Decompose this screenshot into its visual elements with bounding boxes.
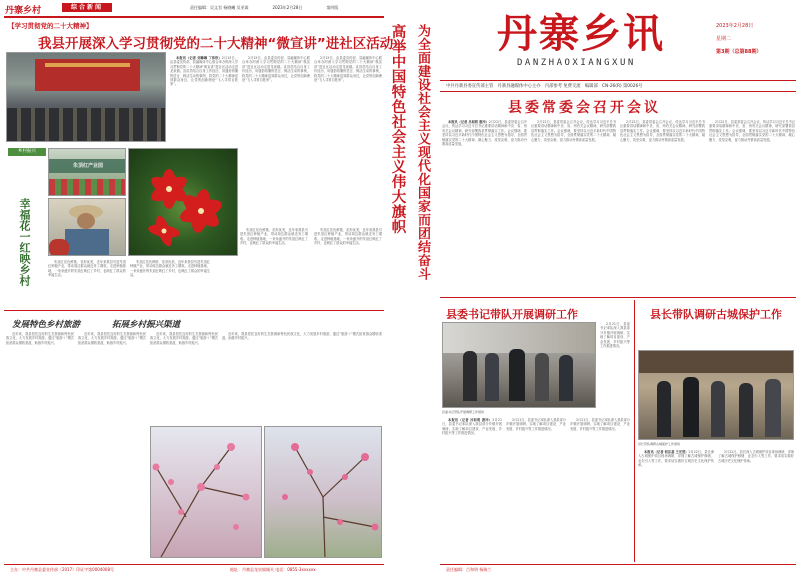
mid-left-text-1: 2月21日，县委书记率队深入我县部分乡镇开展调研，实地了解项目建设、产业发展、乡村振兴等工作推进情况。 [442, 418, 502, 436]
farmer-photo [48, 198, 126, 256]
left-footer-rule [4, 564, 384, 565]
blossom-photo-2 [264, 426, 382, 558]
blossom-branches-1 [151, 427, 262, 558]
issue-weekday: 星期二 [716, 36, 732, 42]
mid-left-col1 [442, 418, 502, 560]
bottom-col3 [150, 332, 218, 422]
lead-text-3: 2月15日，由县委宣传部、县融媒体中心联合举办的深入学习贯彻党的二十大精神“微宣讲”进社区活动走进龙泉镇。宣讲员结合自身工作经历，用通俗易懂的语言、鲜活生动的事例，将党的二十大精神送到群众身边，让党的创新理论“飞入寻常百姓家”。 [314, 56, 382, 83]
mid-right-col2 [718, 450, 794, 560]
right-mid-rule [440, 297, 796, 298]
lead-text-1: 2月15日，由县委宣传部、县融媒体中心联合举办的深入学习贯彻党的二十大精神“微宣讲”进社区活动走进龙泉镇。宣讲员结合自身工作经历，用通俗易懂的语言、鲜活生动的事例，将党的二十大精神送到群众身边，让党的创新理论“飞入寻常百姓家”。 [170, 56, 238, 87]
left-footer-publisher: 主办：中共丹寨县委宣传部（2017）印证字第0004008号 [10, 567, 114, 572]
mid-right-headline: 县长带队调研古城保护工作 [650, 308, 782, 321]
top-headline: 县委常委会召开会议 [508, 100, 661, 116]
issue-number: 第3期（总第88期） [716, 49, 762, 55]
bottom-col4-p: 近年来，我县依托良好的生态资源和特色民族文化，大力发展乡村旅游，通过“旅游＋”模式拓宽群众增收渠道，助推乡村振兴。 [222, 332, 382, 341]
audience-rows [7, 108, 166, 142]
bottom-col3-p: 近年来，我县依托良好的生态资源和特色民族文化，大力发展乡村旅游，通过“旅游＋”模式拓宽群众增收渠道，助推乡村振兴。 [150, 332, 218, 345]
mid-left-byline: 本报讯（记者 吕和明 唐冲） [448, 418, 493, 422]
person-4 [535, 353, 549, 401]
top-text-4: 2月22日，县委常委会召开会议，传达学习习近平总书记重要讲话精神和中央、省、州有关会议精神，研究部署我县贯彻落实工作。会议强调，要坚持以习近平新时代中国特色社会主义思想为指导，全面贯彻落实党的二十大精神，凝心聚力、攻坚克难，奋力推动丹寨高质量发展。 [709, 120, 795, 142]
right-sub-rule [440, 91, 796, 92]
section-heading-left: 发展特色乡村旅游 [12, 320, 81, 330]
person-3 [509, 349, 525, 401]
mid-right-byline: 本报讯（记者 何东基 王光然） [644, 450, 689, 454]
feature-text-3-p: 朱顶红花色鲜艳、花形优美，近年来我县引进朱顶红种植产业，带动周边群众就近务工增收。走进种植基地，一朵朵盛开的朱顶红映红了乡村，也映红了群众的幸福生活。 [240, 228, 308, 246]
top-article-col4 [709, 120, 795, 295]
feature-tag: 乡村振兴 [18, 149, 36, 154]
blossom-photo-1 [150, 426, 262, 558]
spine-2 [414, 0, 436, 578]
bottom-col1 [6, 332, 74, 560]
mid-left-side-text [600, 322, 630, 410]
mid-left-headline: 县委书记带队开展调研工作 [446, 308, 578, 321]
section-tag-bg [62, 3, 112, 12]
right-logo: 丹寨乡讯 [497, 10, 665, 57]
issue-info [716, 22, 796, 55]
feature-text-2 [130, 260, 210, 308]
mid-left-col3 [570, 418, 630, 560]
bottom-col2 [78, 332, 146, 560]
official-1 [657, 381, 671, 437]
lecture-photo [6, 52, 166, 142]
person-1 [463, 351, 477, 401]
feature-sidebar [6, 148, 46, 288]
flower-beds [49, 179, 126, 196]
blossom-branches-2 [265, 427, 382, 558]
vertical-slogan-1: 高举中国特色社会主义伟大旗帜 [389, 24, 406, 234]
right-top-rule [440, 80, 796, 81]
farmer-body [65, 229, 109, 256]
feature-text-1-p: 朱顶红花色鲜艳、花形优美，近年来我县引进朱顶红种植产业，带动周边群众就近务工增收。走进种植基地，一朵朵盛开的朱顶红映红了乡村，也映红了群众的幸福生活。 [48, 260, 126, 278]
right-footer-rule [440, 564, 796, 565]
lead-article-col2 [242, 56, 310, 224]
left-meta [190, 5, 338, 11]
feature-text-2-p: 朱顶红花色鲜艳、花形优美，近年来我县引进朱顶红种植产业，带动周边群众就近务工增收。走进种植基地，一朵朵盛开的朱顶红映红了乡村，也映红了群众的幸福生活。 [130, 260, 210, 278]
vertical-slogan-2: 为全面建设社会主义现代化国家而团结奋斗 [415, 24, 430, 281]
top-text-1: 2月22日，县委常委会召开会议，传达学习习近平总书记重要讲话精神和中央、省、州有关会议精神，研究部署我县贯彻落实工作。会议强调，要坚持以习近平新时代中国特色社会主义思想为指导，全面贯彻落实党的二十大精神，凝心聚力、攻坚克难，奋力推动丹寨高质量发展。 [442, 120, 527, 147]
bottom-col2-p: 近年来，我县依托良好的生态资源和特色民族文化，大力发展乡村旅游，通过“旅游＋”模式拓宽群众增收渠道，助推乡村振兴。 [78, 332, 146, 345]
official-4 [739, 383, 753, 437]
top-text-3: 2月22日，县委常委会召开会议，传达学习习近平总书记重要讲话精神和中央、省、州有关会议精神，研究部署我县贯彻落实工作。会议强调，要坚持以习近平新时代中国特色社会主义思想为指导，全面贯彻落实党的二十大精神，凝心聚力、攻坚克难，奋力推动丹寨高质量发展。 [620, 120, 705, 142]
official-5 [765, 379, 781, 437]
left-mid-rule [4, 310, 384, 311]
bottom-col4 [222, 332, 382, 422]
mid-left-photo [442, 322, 596, 408]
greenhouse-sign [49, 159, 126, 173]
left-meta-date: 2023年2月28日 [272, 5, 303, 10]
feature-text-4-p: 朱顶红花色鲜艳、花形优美，近年来我县引进朱顶红种植产业，带动周边群众就近务工增收。走进种植基地，一朵朵盛开的朱顶红映红了乡村，也映红了群众的幸福生活。 [314, 228, 382, 246]
greenhouse-sign-text: 朱顶红产业园 [72, 163, 103, 169]
top-article-col1 [442, 120, 527, 295]
lead-byline: 本报讯（记者 刘琳琳 丁沛钦） [176, 56, 222, 60]
mid-right-col1 [638, 450, 714, 560]
mid-right-photo [638, 350, 794, 440]
mid-left-col2 [506, 418, 566, 560]
left-footer-address: 地址：丹寨县龙泉镇城关 电话：0855-3xxxxxx [230, 567, 316, 572]
feature-title: 幸福花一红映乡村 [18, 198, 31, 286]
bottom-col1-p: 近年来，我县依托良好的生态资源和特色民族文化，大力发展乡村旅游，通过“旅游＋”模式拓宽群众增收渠道，助推乡村振兴。 [6, 332, 74, 345]
amaryllis-flowers [129, 149, 238, 256]
feature-tag-bg [8, 148, 46, 156]
right-footer-editor: 责任编辑：吕和明 杨瑞兰 [446, 567, 492, 572]
mid-left-text-3: 2月21日，县委书记率队深入我县部分乡镇开展调研，实地了解项目建设、产业发展、乡村振兴等工作推进情况。 [570, 418, 630, 431]
publisher-line: 中共丹寨县委宣传部主管 丹寨县融媒体中心主办 内部参考 免费交流 编辑部 CN-26(R) 第0026号 [446, 84, 643, 89]
left-top-rule [4, 16, 384, 18]
section-tag: 综合新闻 [70, 4, 103, 11]
left-meta-editor: 责任编辑：吴文君 杨晓曦 吴亚霖 [190, 5, 249, 10]
left-meta-page: 第四版 [326, 5, 339, 10]
feature-text-4 [314, 228, 382, 308]
amaryllis-photo [128, 148, 238, 256]
kicker: 【学习贯彻党的二十大精神】 [8, 22, 93, 30]
issue-date: 2023年2月28日 [716, 23, 754, 29]
logo-pinyin: DANZHAOXIANGXUN [517, 58, 636, 68]
feature-text-3 [240, 228, 308, 308]
lead-headline: 我县开展深入学习贯彻党的二十大精神“微宣讲”进社区活动 [38, 36, 394, 52]
top-article-col2 [531, 120, 616, 295]
feature-text-1 [48, 260, 126, 308]
spine [386, 0, 414, 578]
official-3 [711, 381, 725, 437]
top-byline: 本报讯（记者 吕和明 唐冲） [448, 120, 489, 124]
wooden-beam [639, 351, 794, 373]
mid-right-text-1: 2月22日，县长深入古城保护项目现场调研，详细了解古城保护修缮、业态引入等工作，要求切实做好古城历史文化保护传承。 [638, 450, 714, 468]
lead-article-col3 [314, 56, 382, 224]
person-5 [559, 355, 573, 401]
mid-right-caption: 县长带队调研古城保护工作现场 [638, 442, 681, 446]
mid-right-text-2: 2月22日，县长深入古城保护项目现场调研，详细了解古城保护修缮、业态引入等工作，要求切实做好古城历史文化保护传承。 [718, 450, 794, 463]
mid-left-caption: 县委书记带队开展调研工作现场 [442, 410, 485, 414]
greenhouse-photo [48, 148, 126, 196]
farmer-face [77, 213, 95, 229]
flower-pot [49, 239, 69, 256]
mid-left-text-2: 2月21日，县委书记率队深入我县部分乡镇开展调研，实地了解项目建设、产业发展、乡村振兴等工作推进情况。 [506, 418, 566, 431]
banner-text-shape [45, 63, 130, 67]
official-2 [683, 377, 699, 437]
top-article-col3 [620, 120, 705, 295]
mid-left-side-p: 2月21日，县委书记率队深入我县部分乡镇开展调研，实地了解项目建设、产业发展、乡村振兴等工作推进情况。 [600, 322, 630, 349]
person-2 [485, 353, 499, 401]
top-text-2: 2月22日，县委常委会召开会议，传达学习习近平总书记重要讲话精神和中央、省、州有关会议精神，研究部署我县贯彻落实工作。会议强调，要坚持以习近平新时代中国特色社会主义思想为指导，全面贯彻落实党的二十大精神，凝心聚力、攻坚克难，奋力推动丹寨高质量发展。 [531, 120, 616, 142]
left-masthead-logo: 丹寨乡村 [5, 6, 42, 16]
right-col-divider [634, 300, 635, 562]
section-heading-right: 拓展乡村振兴渠道 [112, 320, 181, 330]
lead-text-2: 2月15日，由县委宣传部、县融媒体中心联合举办的深入学习贯彻党的二十大精神“微宣讲”进社区活动走进龙泉镇。宣讲员结合自身工作经历，用通俗易懂的语言、鲜活生动的事例，将党的二十大精神送到群众身边，让党的创新理论“飞入寻常百姓家”。 [242, 56, 310, 83]
